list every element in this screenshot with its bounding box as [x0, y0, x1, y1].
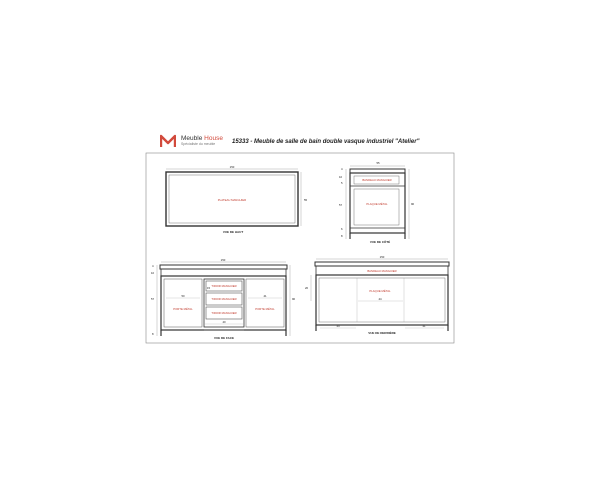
- front-view-width: 150: [220, 258, 226, 262]
- back-bottom-dim-1: 44: [336, 324, 340, 328]
- back-view-width: 150: [379, 255, 385, 259]
- front-view: [151, 258, 296, 340]
- front-drawer-label-1: TIROIR MANGUIER: [211, 284, 237, 288]
- back-view: [305, 255, 449, 335]
- side-view-main-label: PLAQUE MÉTAL: [366, 202, 388, 206]
- side-view-width: 55: [376, 161, 380, 165]
- top-view-part-label: PLATEAU MANGUIER: [217, 198, 247, 202]
- document-title: 15333 - Meuble de salle de bain double vasque industriel "Atelier": [232, 139, 420, 145]
- front-dim-1: 4: [152, 264, 154, 268]
- front-view-caption: VUE DE FACE: [213, 336, 235, 340]
- brand-tagline: Spécialiste du meuble: [181, 142, 216, 146]
- side-dim-5: 6: [341, 227, 343, 231]
- front-dim-4: 8: [152, 332, 154, 336]
- side-dim-6: 8: [341, 234, 343, 238]
- side-dim-3: 5: [341, 181, 343, 185]
- front-center-width: 40: [222, 320, 226, 324]
- side-dim-4: 57: [339, 203, 343, 207]
- front-door-left-label: PORTE MÉTAL: [173, 307, 193, 311]
- side-view: [339, 161, 415, 244]
- back-left-dim: 20: [305, 286, 309, 290]
- back-upper-label: BANDEAU MANGUIER: [367, 269, 397, 273]
- front-drawer-label-2: TIROIR MANGUIER: [211, 297, 237, 301]
- side-dim-2: 10: [339, 175, 343, 179]
- back-view-caption: VUE DE DERRIÈRE: [368, 331, 396, 335]
- side-view-height: 90: [411, 202, 415, 206]
- top-view: [166, 165, 308, 234]
- front-drawer-height: 15: [207, 286, 211, 290]
- front-door-right: [246, 279, 284, 327]
- front-dim-2: 10: [151, 271, 155, 275]
- front-drawer-label-3: TIROIR MANGUIER: [211, 311, 237, 315]
- sheet-border: [146, 153, 454, 343]
- front-right-door-width: 41: [263, 294, 267, 298]
- back-view-frame: [316, 275, 448, 325]
- back-inner-width: 44: [378, 297, 382, 301]
- front-door-left: [164, 279, 202, 327]
- back-bottom-dim-3: 41: [422, 324, 426, 328]
- front-left-door-width: 50: [181, 294, 185, 298]
- side-view-caption: VUE DE CÔTÉ: [369, 240, 391, 244]
- back-main-label: PLAQUE MÉTAL: [369, 289, 391, 293]
- brand-name: Meuble House: [181, 134, 223, 142]
- top-view-depth: 55: [304, 198, 308, 202]
- side-dim-1: 4: [341, 167, 343, 171]
- front-view-height: 90: [292, 297, 296, 301]
- top-view-width: 150: [229, 165, 235, 169]
- top-view-caption: VUE DE HAUT: [222, 230, 244, 234]
- side-view-upper-label: BANDEAU MANGUIER: [362, 178, 392, 182]
- front-dim-3: 57: [151, 297, 155, 301]
- front-door-right-label: PORTE MÉTAL: [255, 307, 275, 311]
